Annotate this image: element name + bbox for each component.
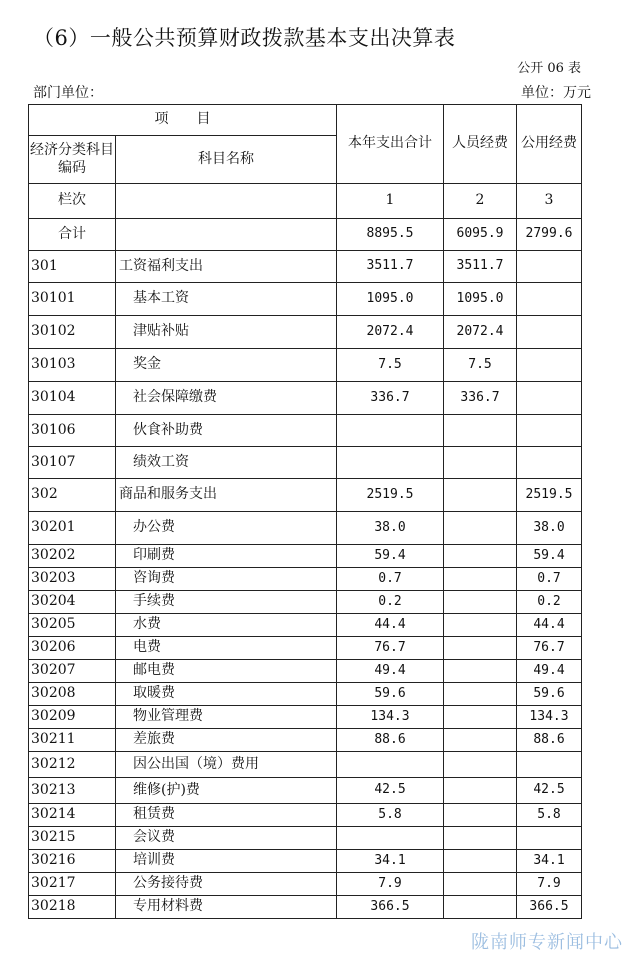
row-code: 30212 bbox=[29, 752, 116, 778]
table-row bbox=[29, 873, 582, 896]
row-personnel bbox=[444, 545, 517, 568]
row-public: 0.2 bbox=[517, 591, 582, 614]
table-row bbox=[29, 729, 582, 752]
row-name: 绩效工资 bbox=[116, 447, 337, 479]
row-public bbox=[517, 752, 582, 778]
row-public bbox=[517, 283, 582, 316]
row-code: 30213 bbox=[29, 778, 116, 804]
table-row bbox=[29, 512, 582, 545]
row-name: 印刷费 bbox=[116, 545, 337, 568]
header-public: 公用经费 bbox=[517, 105, 582, 184]
table-row bbox=[29, 415, 582, 447]
row-total: 0.7 bbox=[337, 568, 444, 591]
row-code: 30207 bbox=[29, 660, 116, 683]
table-row bbox=[29, 545, 582, 568]
row-public: 76.7 bbox=[517, 637, 582, 660]
row-name: 电费 bbox=[116, 637, 337, 660]
row-public bbox=[517, 349, 582, 382]
row-name: 租赁费 bbox=[116, 804, 337, 827]
row-public bbox=[517, 447, 582, 479]
row-total bbox=[337, 415, 444, 447]
page-title: （6）一般公共预算财政拨款基本支出决算表 bbox=[33, 26, 456, 50]
row-public bbox=[517, 827, 582, 850]
table-row bbox=[29, 850, 582, 873]
column-index-2: 2 bbox=[444, 184, 517, 219]
row-code: 30201 bbox=[29, 512, 116, 545]
row-total: 38.0 bbox=[337, 512, 444, 545]
row-name: 社会保障缴费 bbox=[116, 382, 337, 415]
row-total: 366.5 bbox=[337, 896, 444, 919]
row-total: 3511.7 bbox=[337, 251, 444, 283]
table-row bbox=[29, 316, 582, 349]
row-code: 30206 bbox=[29, 637, 116, 660]
row-name: 会议费 bbox=[116, 827, 337, 850]
form-number: 公开 06 表 bbox=[517, 61, 581, 76]
table-row bbox=[29, 660, 582, 683]
column-index-3: 3 bbox=[517, 184, 582, 219]
column-index-label: 栏次 bbox=[29, 184, 116, 219]
row-name: 基本工资 bbox=[116, 283, 337, 316]
row-personnel: 1095.0 bbox=[444, 283, 517, 316]
row-public: 5.8 bbox=[517, 804, 582, 827]
row-code: 30215 bbox=[29, 827, 116, 850]
row-personnel bbox=[444, 827, 517, 850]
row-total: 44.4 bbox=[337, 614, 444, 637]
row-name: 公务接待费 bbox=[116, 873, 337, 896]
row-personnel bbox=[444, 637, 517, 660]
row-public: 134.3 bbox=[517, 706, 582, 729]
header-project: 项 目 bbox=[29, 105, 337, 136]
row-name: 商品和服务支出 bbox=[116, 479, 337, 512]
row-code: 30203 bbox=[29, 568, 116, 591]
row-name: 伙食补助费 bbox=[116, 415, 337, 447]
column-index-blank bbox=[116, 184, 337, 219]
row-name: 取暖费 bbox=[116, 683, 337, 706]
row-name: 咨询费 bbox=[116, 568, 337, 591]
table-row bbox=[29, 683, 582, 706]
row-personnel bbox=[444, 660, 517, 683]
table-row bbox=[29, 479, 582, 512]
row-public: 88.6 bbox=[517, 729, 582, 752]
row-public: 44.4 bbox=[517, 614, 582, 637]
row-code: 30216 bbox=[29, 850, 116, 873]
row-personnel bbox=[444, 778, 517, 804]
table-row bbox=[29, 251, 582, 283]
row-total: 336.7 bbox=[337, 382, 444, 415]
row-public bbox=[517, 415, 582, 447]
row-code: 30204 bbox=[29, 591, 116, 614]
table-row bbox=[29, 827, 582, 850]
column-index-1: 1 bbox=[337, 184, 444, 219]
row-total: 76.7 bbox=[337, 637, 444, 660]
table-row bbox=[29, 804, 582, 827]
row-total: 5.8 bbox=[337, 804, 444, 827]
row-public: 49.4 bbox=[517, 660, 582, 683]
row-code: 30211 bbox=[29, 729, 116, 752]
header-personnel: 人员经费 bbox=[444, 105, 517, 184]
row-code: 301 bbox=[29, 251, 116, 283]
row-name: 水费 bbox=[116, 614, 337, 637]
table-row bbox=[29, 637, 582, 660]
row-name: 津贴补贴 bbox=[116, 316, 337, 349]
table-row bbox=[29, 447, 582, 479]
watermark: 陇南师专新闻中心 bbox=[471, 932, 623, 953]
row-public bbox=[517, 382, 582, 415]
row-personnel bbox=[444, 447, 517, 479]
row-personnel bbox=[444, 512, 517, 545]
department-label: 部门单位： bbox=[33, 85, 103, 101]
row-name: 差旅费 bbox=[116, 729, 337, 752]
row-public: 38.0 bbox=[517, 512, 582, 545]
table-row bbox=[29, 778, 582, 804]
sum-blank bbox=[116, 219, 337, 251]
row-total: 34.1 bbox=[337, 850, 444, 873]
row-name: 奖金 bbox=[116, 349, 337, 382]
row-name: 邮电费 bbox=[116, 660, 337, 683]
row-code: 302 bbox=[29, 479, 116, 512]
row-personnel: 7.5 bbox=[444, 349, 517, 382]
row-personnel bbox=[444, 804, 517, 827]
row-total: 7.9 bbox=[337, 873, 444, 896]
row-personnel bbox=[444, 873, 517, 896]
table-row bbox=[29, 896, 582, 919]
row-total: 2519.5 bbox=[337, 479, 444, 512]
row-public: 59.4 bbox=[517, 545, 582, 568]
row-public: 2519.5 bbox=[517, 479, 582, 512]
table-row bbox=[29, 614, 582, 637]
sum-total: 8895.5 bbox=[337, 219, 444, 251]
row-personnel bbox=[444, 479, 517, 512]
row-name: 维修(护)费 bbox=[116, 778, 337, 804]
row-personnel bbox=[444, 729, 517, 752]
row-code: 30101 bbox=[29, 283, 116, 316]
row-total bbox=[337, 827, 444, 850]
row-code: 30214 bbox=[29, 804, 116, 827]
row-personnel bbox=[444, 752, 517, 778]
row-personnel bbox=[444, 706, 517, 729]
sum-personnel: 6095.9 bbox=[444, 219, 517, 251]
row-name: 培训费 bbox=[116, 850, 337, 873]
table-row bbox=[29, 752, 582, 778]
row-code: 30103 bbox=[29, 349, 116, 382]
row-public: 366.5 bbox=[517, 896, 582, 919]
row-total: 59.4 bbox=[337, 545, 444, 568]
table-row bbox=[29, 349, 582, 382]
row-public: 34.1 bbox=[517, 850, 582, 873]
row-total bbox=[337, 447, 444, 479]
row-public bbox=[517, 316, 582, 349]
row-code: 30218 bbox=[29, 896, 116, 919]
header-name: 科目名称 bbox=[116, 136, 337, 184]
row-personnel bbox=[444, 415, 517, 447]
row-total: 2072.4 bbox=[337, 316, 444, 349]
row-total: 59.6 bbox=[337, 683, 444, 706]
row-code: 30208 bbox=[29, 683, 116, 706]
row-code: 30106 bbox=[29, 415, 116, 447]
row-code: 30209 bbox=[29, 706, 116, 729]
row-personnel: 2072.4 bbox=[444, 316, 517, 349]
header-total: 本年支出合计 bbox=[337, 105, 444, 184]
unit-label: 单位：万元 bbox=[521, 85, 591, 101]
row-total: 42.5 bbox=[337, 778, 444, 804]
row-name: 办公费 bbox=[116, 512, 337, 545]
expenditure-table bbox=[28, 104, 582, 919]
row-personnel: 3511.7 bbox=[444, 251, 517, 283]
row-personnel bbox=[444, 614, 517, 637]
row-name: 专用材料费 bbox=[116, 896, 337, 919]
row-total: 88.6 bbox=[337, 729, 444, 752]
table-row bbox=[29, 382, 582, 415]
row-personnel bbox=[444, 896, 517, 919]
row-code: 30217 bbox=[29, 873, 116, 896]
row-total: 0.2 bbox=[337, 591, 444, 614]
row-name: 因公出国（境）费用 bbox=[116, 752, 337, 778]
row-total: 1095.0 bbox=[337, 283, 444, 316]
table-row bbox=[29, 568, 582, 591]
row-name: 工资福利支出 bbox=[116, 251, 337, 283]
row-code: 30202 bbox=[29, 545, 116, 568]
row-public: 0.7 bbox=[517, 568, 582, 591]
sum-label: 合计 bbox=[29, 219, 116, 251]
row-total: 134.3 bbox=[337, 706, 444, 729]
table-row bbox=[29, 591, 582, 614]
sum-public: 2799.6 bbox=[517, 219, 582, 251]
header-code: 经济分类科目编码 bbox=[29, 136, 116, 184]
row-code: 30107 bbox=[29, 447, 116, 479]
row-personnel bbox=[444, 850, 517, 873]
row-code: 30102 bbox=[29, 316, 116, 349]
row-total: 49.4 bbox=[337, 660, 444, 683]
row-personnel bbox=[444, 568, 517, 591]
row-public: 59.6 bbox=[517, 683, 582, 706]
row-public bbox=[517, 251, 582, 283]
row-code: 30104 bbox=[29, 382, 116, 415]
row-name: 手续费 bbox=[116, 591, 337, 614]
table-row bbox=[29, 283, 582, 316]
row-public: 7.9 bbox=[517, 873, 582, 896]
row-code: 30205 bbox=[29, 614, 116, 637]
row-name: 物业管理费 bbox=[116, 706, 337, 729]
row-personnel bbox=[444, 683, 517, 706]
table-row bbox=[29, 706, 582, 729]
row-personnel: 336.7 bbox=[444, 382, 517, 415]
row-total bbox=[337, 752, 444, 778]
row-total: 7.5 bbox=[337, 349, 444, 382]
row-public: 42.5 bbox=[517, 778, 582, 804]
row-personnel bbox=[444, 591, 517, 614]
